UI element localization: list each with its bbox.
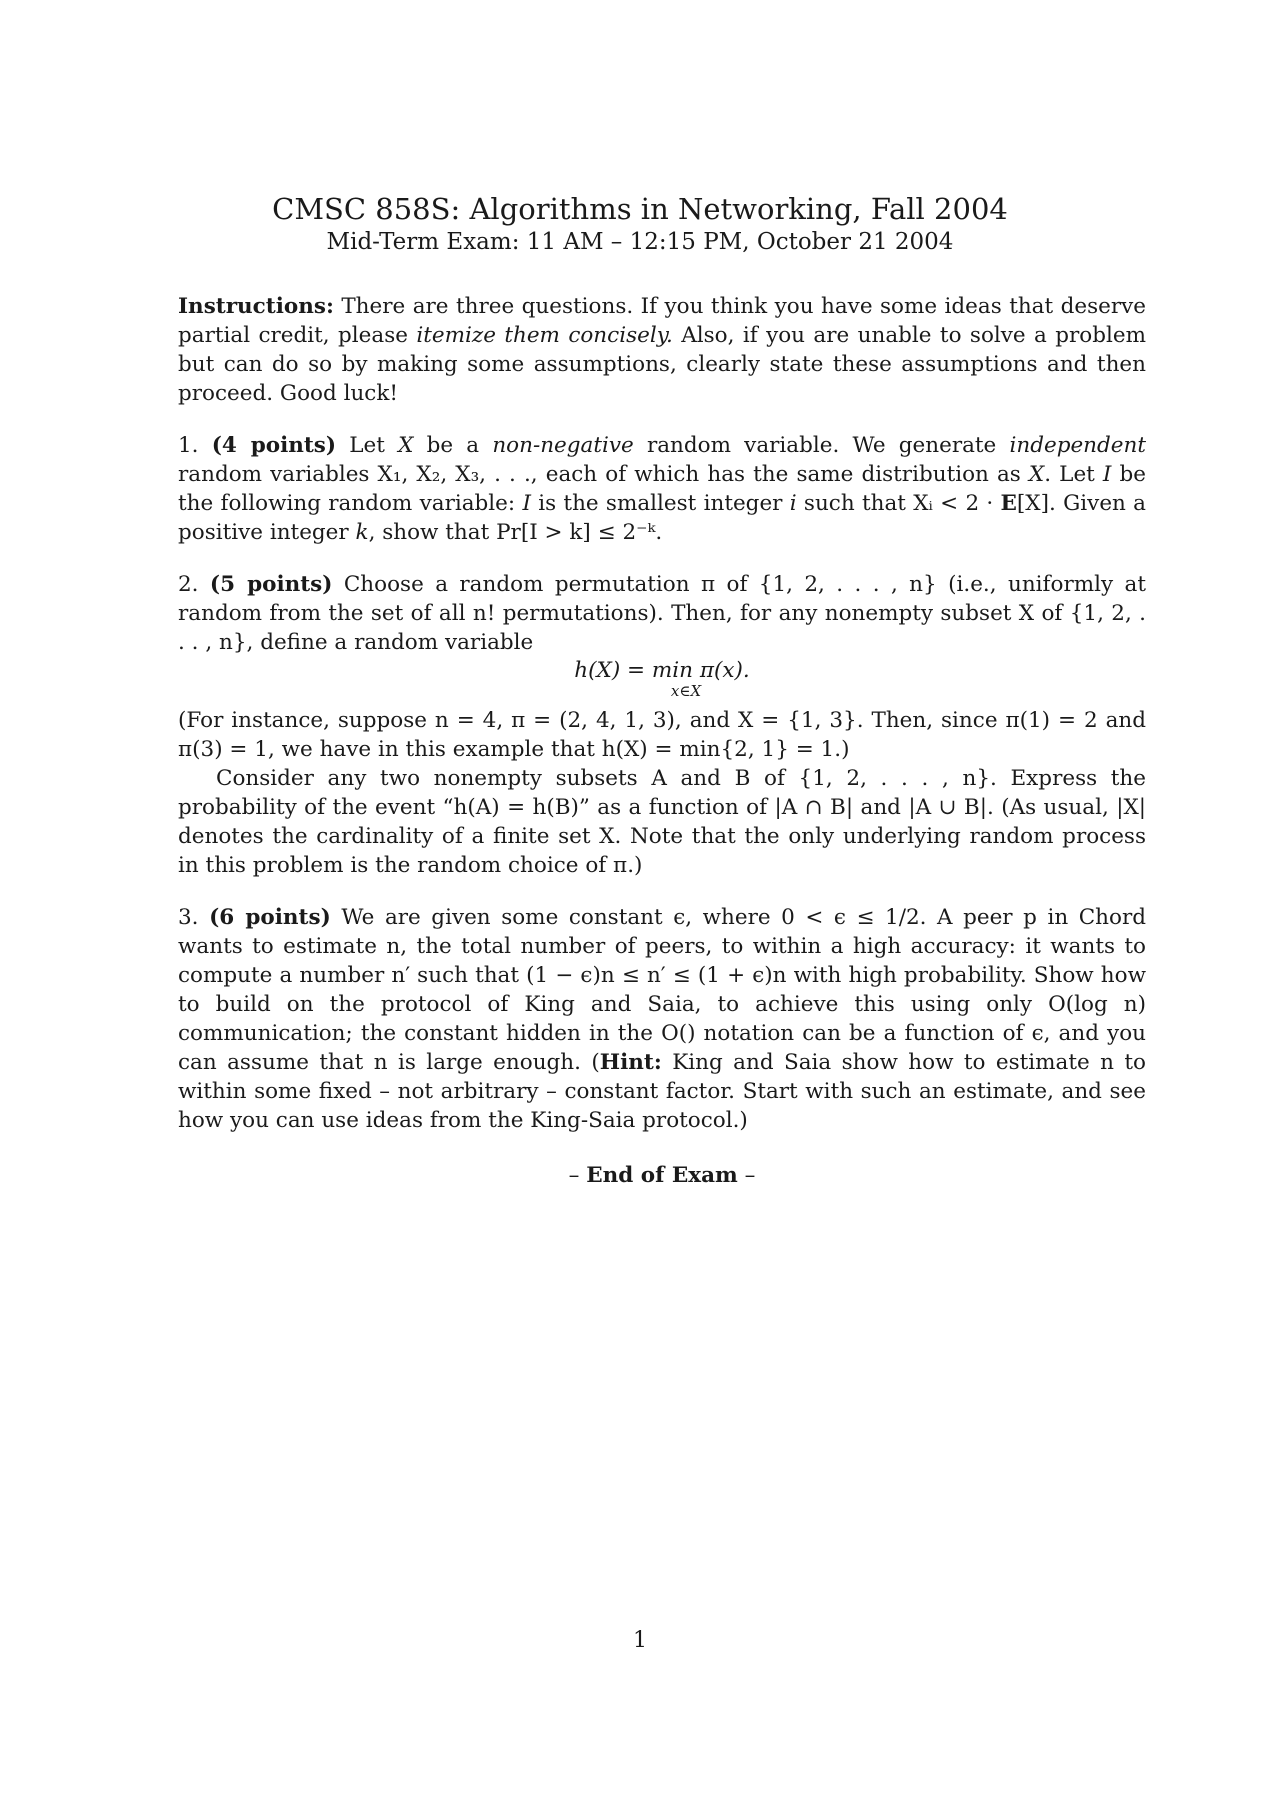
q1-math: X xyxy=(1028,462,1045,487)
q1-math: I xyxy=(1102,462,1112,487)
q1-emphasis: independent xyxy=(1009,433,1147,458)
end-dash-right: – xyxy=(737,1163,756,1188)
q2-points: (5 points) xyxy=(209,572,333,597)
end-dash-left: – xyxy=(568,1163,587,1188)
q1-points: (4 points) xyxy=(211,433,337,458)
q2-equation-subscript: x∈X xyxy=(670,682,702,700)
end-of-exam xyxy=(178,1161,1146,1190)
q2-example: (For instance, suppose n = 4, π = (2, 4, 1, 3), and X = {1, 3}. Then, since π(1) = 2 and π(3) = 1, we have in this example that h(X) = min{2, 1} = 1.) xyxy=(178,708,1146,762)
q1-math: k xyxy=(355,520,369,545)
q1-text: be the following random variable: xyxy=(178,462,1146,516)
q2-equation-main: h(X) = min π(x). xyxy=(574,658,750,683)
q1-text: [X]. Given a positive integer xyxy=(178,491,1147,545)
instructions-paragraph xyxy=(178,292,1146,408)
question-3 xyxy=(178,903,1146,1135)
instructions-label: Instructions: xyxy=(178,294,334,319)
end-label: End of Exam xyxy=(586,1163,738,1188)
q3-hint-label: Hint: xyxy=(599,1050,662,1075)
q1-text: random variable. We generate xyxy=(633,433,1010,458)
q2-text-1: Choose a random permutation π of {1, 2, . . . , n} (i.e., uniformly at random from the set of all n! permutations). Then, for any nonempty subset X of {1, 2, . . . , n}, define a random variable xyxy=(178,572,1146,655)
q1-math: I xyxy=(522,491,531,516)
q3-number: 3. xyxy=(178,905,210,930)
question-2 xyxy=(178,570,1146,657)
q1-expectation: E xyxy=(1000,491,1017,516)
instructions-text-2: Also, if you are unable to solve a problem but can do so by making some assumptions, clearly state these assumptions and then proceed. Good luck! xyxy=(178,323,1146,406)
q2-task: Consider any two nonempty subsets A and B of {1, 2, . . . , n}. Express the probability of the event “h(A) = h(B)” as a function of |A ∩ B| and |A ∪ B|. (As usual, |X| denotes the cardinality of a finite set X. Note that the only underlying random process in this problem is the random choice of π.) xyxy=(178,766,1146,878)
exam-title: CMSC 858S: Algorithms in Networking, Fall 2004 xyxy=(272,192,1008,226)
q1-text: such that Xᵢ < 2 · xyxy=(796,491,1001,516)
q2-equation xyxy=(178,658,1146,702)
instructions-emphasis: itemize them concisely. xyxy=(416,323,673,348)
q1-text: is the smallest integer xyxy=(530,491,790,516)
exam-subtitle: Mid-Term Exam: 11 AM – 12:15 PM, October 21 2004 xyxy=(326,229,954,255)
q3-text-1: We are given some constant ϵ, where 0 < ϵ ≤ 1/2. A peer p in Chord wants to estimate n, the total number of peers, to within a high accuracy: it wants to compute a number n′ such that (1 − ϵ)n ≤ n′ ≤ (1 + ϵ)n with high probability. Show how to build on the protocol of King and Saia, to achieve this using only O(log n) communication; the constant hidden in the O() notation can be a function of ϵ, and you can assume that n is large enough. ( xyxy=(178,905,1146,1075)
page-number: 1 xyxy=(633,1628,647,1653)
q1-math: X xyxy=(398,433,414,458)
q1-math: i xyxy=(789,491,797,516)
exam-body xyxy=(178,292,1146,1190)
q1-text: . Let xyxy=(1044,462,1103,487)
q1-text: , show that Pr[I > k] ≤ 2⁻ᵏ. xyxy=(368,520,663,545)
q3-text-2: King and Saia show how to estimate n to within some fixed – not arbitrary – constant factor. Start with such an estimate, and see how you can use ideas from the King-Saia protocol.) xyxy=(178,1050,1146,1133)
q2-number: 2. xyxy=(178,572,210,597)
q1-text: be a xyxy=(413,433,493,458)
q3-points: (6 points) xyxy=(209,905,331,930)
instructions-text-1: There are three questions. If you think you have some ideas that deserve partial credit, please xyxy=(178,294,1146,348)
question-1 xyxy=(178,431,1146,547)
q1-text: random variables X₁, X₂, X₃, . . ., each of which has the same distribution as xyxy=(178,462,1029,487)
q1-text: Let xyxy=(336,433,399,458)
q1-number: 1. xyxy=(178,433,212,458)
q1-emphasis: non-negative xyxy=(492,433,634,458)
